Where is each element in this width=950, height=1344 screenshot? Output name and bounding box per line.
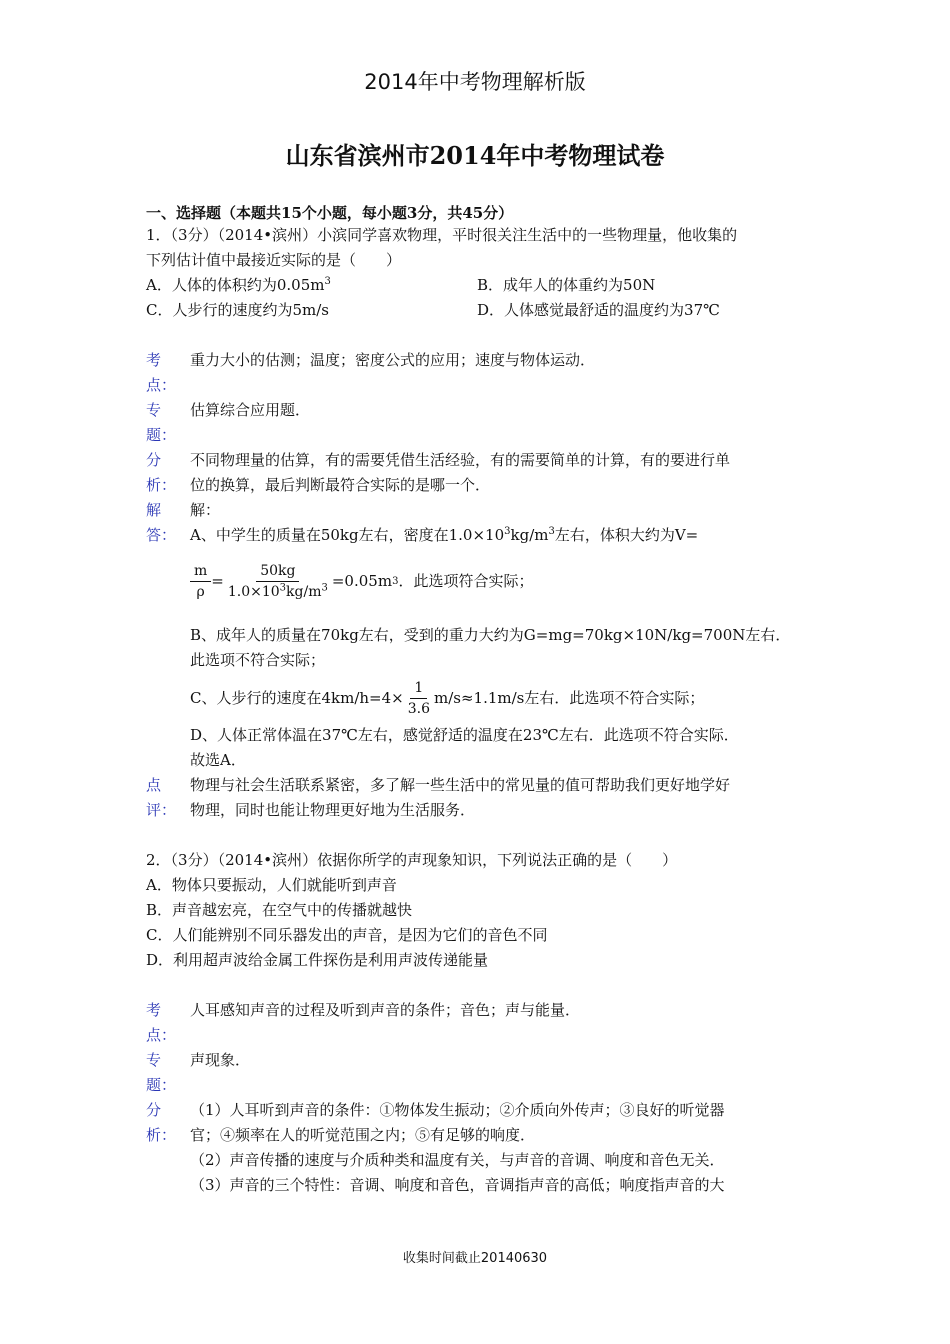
q2-label-zhuan: 专: [146, 1051, 162, 1069]
q2-label-ti: 题：: [146, 1076, 177, 1094]
q1-option-a-text: A．人体的体积约为0.05m: [146, 276, 325, 294]
q2-option-b: B．声音越宏亮，在空气中的传播就越快: [146, 901, 413, 919]
density-sup2: 3: [321, 582, 328, 594]
q1-answer-d: D、人体正常体温在37℃左右，感觉舒适的温度在23℃左右．此选项不符合实际．: [190, 726, 739, 744]
fraction-one-num: 1: [410, 678, 427, 699]
q2-label-kao: 考: [146, 1001, 162, 1019]
q1-fenxi-line1: 不同物理量的估算，有的需要凭借生活经验，有的需要简单的计算，有的要进行单: [190, 451, 731, 469]
q1-answer-c: [190, 678, 704, 719]
fraction-mass-density-den: [224, 582, 332, 602]
q2-fenxi-line3: （2）声音传播的速度与介质种类和温度有关，与声音的音调、响度和音色无关．: [190, 1151, 725, 1169]
q1-answer-a-sup2: 3: [548, 526, 555, 537]
q1-option-a-sup: 3: [324, 276, 331, 287]
q1-kaodian: 重力大小的估测；温度；密度公式的应用；速度与物体运动．: [190, 351, 596, 369]
q2-option-a: A．物体只要振动，人们就能听到声音: [146, 876, 397, 894]
q2-option-c: C．人们能辨别不同乐器发出的声音，是因为它们的音色不同: [146, 926, 548, 944]
density-base: 1.0×10: [227, 584, 280, 600]
label-jie: 解: [146, 501, 162, 519]
label-zhuan: 专: [146, 401, 162, 419]
q1-dianping-line2: 物理，同时也能让物理更好地为生活服务．: [190, 801, 476, 819]
equation-result-note: ．此选项符合实际；: [398, 572, 534, 590]
q1-answer-a-text2: kg/m: [510, 526, 549, 544]
q2-label-fen: 分: [146, 1101, 162, 1119]
label-da: 答：: [146, 526, 177, 544]
q1-fenxi-line2: 位的换算，最后判断最符合实际的是哪一个．: [190, 476, 491, 494]
density-sup1: 3: [279, 582, 287, 594]
q2-zhuanti: 声现象．: [190, 1051, 251, 1069]
label-ti: 题：: [146, 426, 177, 444]
equals-sign: =: [211, 572, 224, 590]
q1-equation: $\frac{m}{\rho}$ = $\frac{50kg}{1.0\times 10^3kg/m^3}$ =0.05m 3 ．此选项符合实际；: [190, 561, 533, 602]
q2-option-d: D．利用超声波给金属工件探伤是利用声波传递能量: [146, 951, 489, 969]
q1-option-d: D．人体感觉最舒适的温度约为37℃: [477, 301, 720, 319]
q2-label-dian: 点：: [146, 1026, 177, 1044]
label-dian: 点：: [146, 376, 177, 394]
q2-fenxi-line4: （3）声音的三个特性：音调、响度和音色，音调指声音的高低；响度指声音的大: [190, 1176, 725, 1194]
q1-answer-a-sup1: 3: [504, 526, 511, 537]
q1-answer-b-line1: B、成年人的质量在70kg左右，受到的重力大约为G=mg=70kg×10N/kg=700N左右．: [190, 626, 791, 644]
fraction-m-rho-num: m: [190, 561, 211, 582]
page-title: 山东省滨州市2014年中考物理试卷: [285, 141, 665, 170]
q1-option-c: C．人步行的速度约为5m/s: [146, 301, 329, 319]
fraction-3-6-den: 3.6: [407, 701, 430, 717]
fraction-mass-density: [224, 561, 332, 602]
fraction-one-over-3-6: [404, 678, 434, 719]
fraction-m-rho: [190, 561, 211, 602]
q2-stem: 2．（3分）（2014•滨州）依据你所学的声现象知识，下列说法正确的是（ ）: [146, 851, 678, 869]
q1-jie: 解：: [190, 501, 221, 519]
q1-stem-line2: 下列估计值中最接近实际的是（ ）: [146, 251, 402, 269]
label-dian-ping-2: 评：: [146, 801, 177, 819]
q1-dianping-line1: 物理与社会生活联系紧密，多了解一些生活中的常见量的值可帮助我们更好地学好: [190, 776, 731, 794]
q2-fenxi-line2: 官；④频率在人的听觉范围之内；⑤有足够的响度．: [190, 1126, 536, 1144]
q2-label-xi: 析：: [146, 1126, 177, 1144]
section-heading: 一、选择题（本题共15个小题，每小题3分，共45分）: [146, 204, 514, 222]
q1-answer-b-line2: 此选项不符合实际；: [190, 651, 326, 669]
label-dian-ping-1: 点: [146, 776, 162, 794]
label-kao: 考: [146, 351, 162, 369]
q1-answer-a: [190, 523, 698, 548]
page-header: 2014年中考物理解析版: [364, 70, 586, 94]
q2-kaodian: 人耳感知声音的过程及听到声音的条件；音色；声与能量．: [190, 1001, 581, 1019]
q1-answer-a-text1: A、中学生的质量在50kg左右，密度在1.0×10: [190, 526, 505, 544]
fraction-m-rho-den: ρ: [196, 584, 205, 600]
q1-answer-a-text3: 左右，体积大约为V=: [554, 526, 699, 544]
fraction-mass-density-num: 50kg: [256, 561, 299, 582]
label-xi: 析：: [146, 476, 177, 494]
q1-choice: 故选A．: [190, 751, 246, 769]
q1-stem-line1: 1．（3分）（2014•滨州）小滨同学喜欢物理，平时很关注生活中的一些物理量，他收集的: [146, 226, 738, 244]
equation-result: =0.05m: [331, 572, 393, 590]
q1-answer-c-text2: m/s≈1.1m/s左右．此选项不符合实际；: [434, 689, 705, 707]
q1-zhuanti: 估算综合应用题．: [190, 401, 311, 419]
q1-option-a: [146, 273, 331, 298]
density-unit: kg/m: [286, 584, 322, 600]
q1-answer-c-text1: C、人步行的速度在4km/h=4×: [190, 689, 404, 707]
q2-fenxi-line1: （1）人耳听到声音的条件：①物体发生振动；②介质向外传声；③良好的听觉器: [190, 1101, 725, 1119]
q1-option-b: B．成年人的体重约为50N: [477, 276, 656, 294]
label-fen: 分: [146, 451, 162, 469]
page-footer: 收集时间截止20140630: [402, 1251, 548, 1266]
